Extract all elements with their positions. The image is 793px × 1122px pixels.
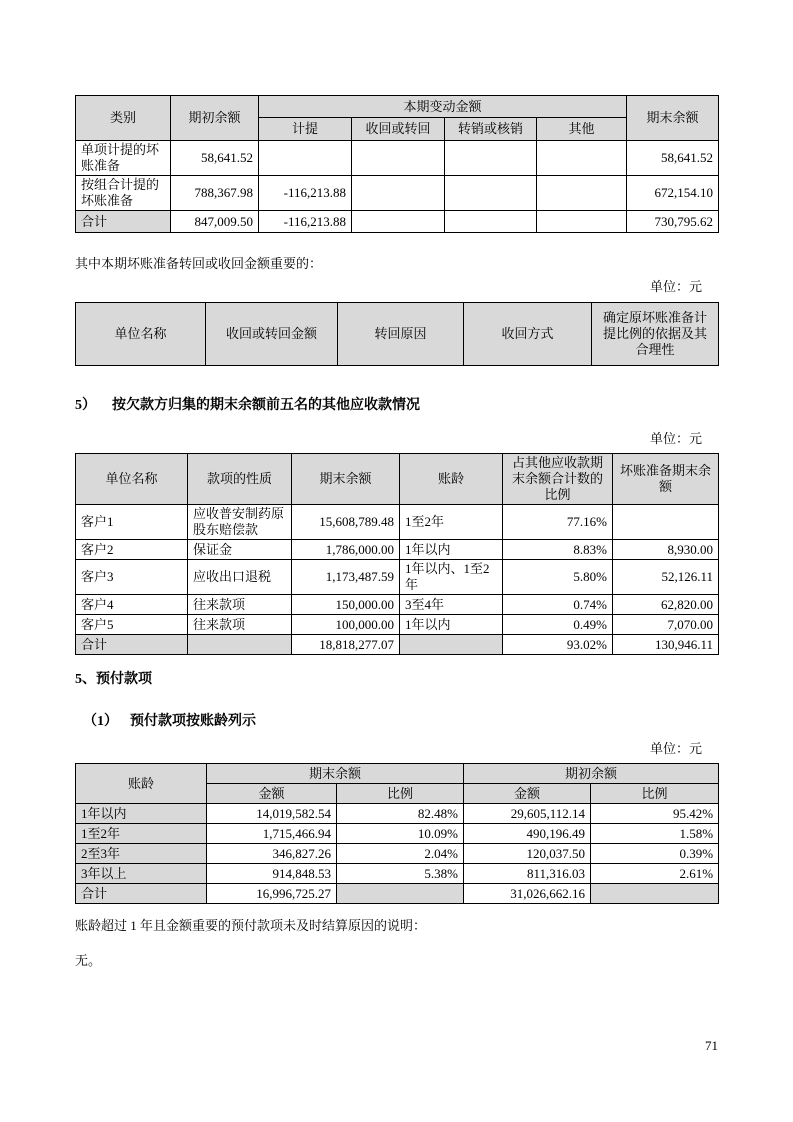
cell-nature: 保证金 [188,540,292,560]
cell-value: 1,786,000.00 [292,540,400,560]
cell-value [445,176,537,211]
header-cell-aging: 账龄 [400,454,503,505]
cell-value: 914,848.53 [207,864,337,884]
table-row [76,176,719,211]
cell-value: 1,173,487.59 [292,560,400,595]
cell-aging: 1年以内 [400,540,503,560]
table-row [76,141,719,176]
cell-value [537,141,627,176]
table-row [76,844,719,864]
cell-value: 7,070.00 [613,615,719,635]
cell-customer: 客户5 [76,615,188,635]
important-recovery-table [75,302,719,366]
header-cell-entity-name: 单位名称 [76,454,188,505]
cell-value: 730,795.62 [627,211,719,233]
cell-value: 788,367.98 [171,176,259,211]
cell-value: 77.16% [503,505,613,540]
cell-value: 14,019,582.54 [207,804,337,824]
header-cell-amount: 金额 [207,784,337,804]
header-cell-nature: 款项的性质 [188,454,292,505]
table-header-row [76,96,719,118]
cell-value [352,211,445,233]
cell-aging-label: 1至2年 [76,824,207,844]
cell-value [445,141,537,176]
cell-customer: 客户3 [76,560,188,595]
section-number: 5） [75,398,96,413]
cell-aging: 3至4年 [400,595,503,615]
header-cell-ending-balance: 期末余额 [292,454,400,505]
header-cell-basis-rationality: 确定原坏账准备计提比例的依据及其合理性 [592,303,719,366]
cell-value: 0.49% [503,615,613,635]
cell-value: 10.09% [337,824,464,844]
cell-value: 120,037.50 [464,844,591,864]
cell-value: 58,641.52 [171,141,259,176]
note-none-text: 无。 [75,953,102,968]
cell-value: 52,126.11 [613,560,719,595]
cell-value: 0.39% [591,844,719,864]
cell-value: 15,608,789.48 [292,505,400,540]
header-cell-ratio: 比例 [591,784,719,804]
cell-value [537,176,627,211]
cell-aging: 1年以内、1至2年 [400,560,503,595]
cell-customer: 客户4 [76,595,188,615]
cell-value: 82.48% [337,804,464,824]
cell-value: 18,818,277.07 [292,635,400,655]
cell-category: 按组合计提的坏账准备 [76,176,171,211]
header-cell-accrual: 计提 [259,118,352,141]
section-heading-prepayments: 5、预付款项 [75,672,152,687]
table-header-row [76,303,719,366]
cell-total-label: 合计 [76,884,207,904]
cell-aging: 1至2年 [400,505,503,540]
cell-value: 1,715,466.94 [207,824,337,844]
cell-value: 5.38% [337,864,464,884]
cell-value [613,505,719,540]
table-row [76,864,719,884]
cell-aging: 1年以内 [400,615,503,635]
cell-value: 100,000.00 [292,615,400,635]
cell-aging-label: 3年以上 [76,864,207,884]
header-cell-writeoff: 转销或核销 [445,118,537,141]
cell-nature: 往来款项 [188,615,292,635]
cell-value: 1.58% [591,824,719,844]
bad-debt-provision-change-table [75,95,719,233]
header-cell-ending-balance: 期末余额 [627,96,719,141]
header-cell-reversal-reason: 转回原因 [338,303,464,366]
table-row [76,505,719,540]
table-total-row [76,884,719,904]
table-total-row [76,635,719,655]
cell-nature: 应收普安制药原股东赔偿款 [188,505,292,540]
cell-aging-label: 1年以内 [76,804,207,824]
cell-value: 16,996,725.27 [207,884,337,904]
header-cell-recovery-method: 收回方式 [464,303,592,366]
header-cell-entity-name: 单位名称 [76,303,206,366]
cell-value: 8,930.00 [613,540,719,560]
table-header-row [76,454,719,505]
section-title: 预付款项按账龄列示 [130,714,256,729]
cell-aging-label: 2至3年 [76,844,207,864]
cell-value: 346,827.26 [207,844,337,864]
cell-value: 31,026,662.16 [464,884,591,904]
header-cell-ending-balance: 期末余额 [207,764,464,784]
unit-label: 单位：元 [649,431,702,446]
cell-value: 29,605,112.14 [464,804,591,824]
cell-value: 811,316.03 [464,864,591,884]
cell-value: 490,196.49 [464,824,591,844]
cell-value [352,176,445,211]
cell-category: 单项计提的坏账准备 [76,141,171,176]
prepayments-aging-table [75,763,719,904]
cell-empty [337,884,464,904]
cell-value: 0.74% [503,595,613,615]
page-content [75,0,718,969]
cell-total-label: 合计 [76,211,171,233]
cell-customer: 客户1 [76,505,188,540]
cell-total-label: 合计 [76,635,188,655]
cell-value [259,141,352,176]
cell-value: 62,820.00 [613,595,719,615]
header-cell-other: 其他 [537,118,627,141]
header-cell-recovery-reversal: 收回或转回 [352,118,445,141]
cell-value: 2.04% [337,844,464,864]
section-number: （1） [83,714,118,729]
header-cell-aging: 账龄 [76,764,207,804]
header-cell-ratio: 比例 [337,784,464,804]
cell-value: -116,213.88 [259,176,352,211]
cell-value: 150,000.00 [292,595,400,615]
cell-value: 8.83% [503,540,613,560]
cell-value [537,211,627,233]
cell-value: 130,946.11 [613,635,719,655]
table-row [76,540,719,560]
header-cell-beginning-balance: 期初余额 [464,764,719,784]
note-aging-explanation: 账龄超过 1 年且金额重要的预付款项未及时结算原因的说明： [75,918,427,933]
cell-value [352,141,445,176]
cell-value: 847,009.50 [171,211,259,233]
section-heading-prepayments-aging [75,713,718,731]
header-cell-beginning-balance: 期初余额 [171,96,259,141]
table-total-row [76,211,719,233]
cell-value: 95.42% [591,804,719,824]
page-number: 71 [705,1038,718,1053]
table-row [76,595,719,615]
header-cell-current-change: 本期变动金额 [259,96,627,118]
cell-empty [188,635,292,655]
section-heading-other-receivables [75,397,718,415]
table-row [76,804,719,824]
header-cell-ratio: 占其他应收款期末余额合计数的比例 [503,454,613,505]
unit-label: 单位：元 [649,279,702,294]
cell-nature: 应收出口退税 [188,560,292,595]
header-cell-amount: 金额 [464,784,591,804]
cell-value: 5.80% [503,560,613,595]
table-row [76,615,719,635]
cell-value: 2.61% [591,864,719,884]
unit-label: 单位：元 [649,741,702,756]
cell-value: 672,154.10 [627,176,719,211]
header-cell-bad-debt-ending: 坏账准备期末余额 [613,454,719,505]
table-row [76,560,719,595]
header-cell-recovery-amount: 收回或转回金额 [206,303,338,366]
cell-nature: 往来款项 [188,595,292,615]
table-row [76,824,719,844]
cell-customer: 客户2 [76,540,188,560]
note-recovery-text: 其中本期坏账准备转回或收回金额重要的： [75,256,323,271]
cell-value [445,211,537,233]
cell-empty [400,635,503,655]
top-five-other-receivables-table [75,453,719,655]
cell-empty [591,884,719,904]
cell-value: -116,213.88 [259,211,352,233]
table-header-row [76,764,719,784]
cell-value: 58,641.52 [627,141,719,176]
cell-value: 93.02% [503,635,613,655]
section-title: 按欠款方归集的期末余额前五名的其他应收款情况 [112,398,420,413]
header-cell-category: 类别 [76,96,171,141]
